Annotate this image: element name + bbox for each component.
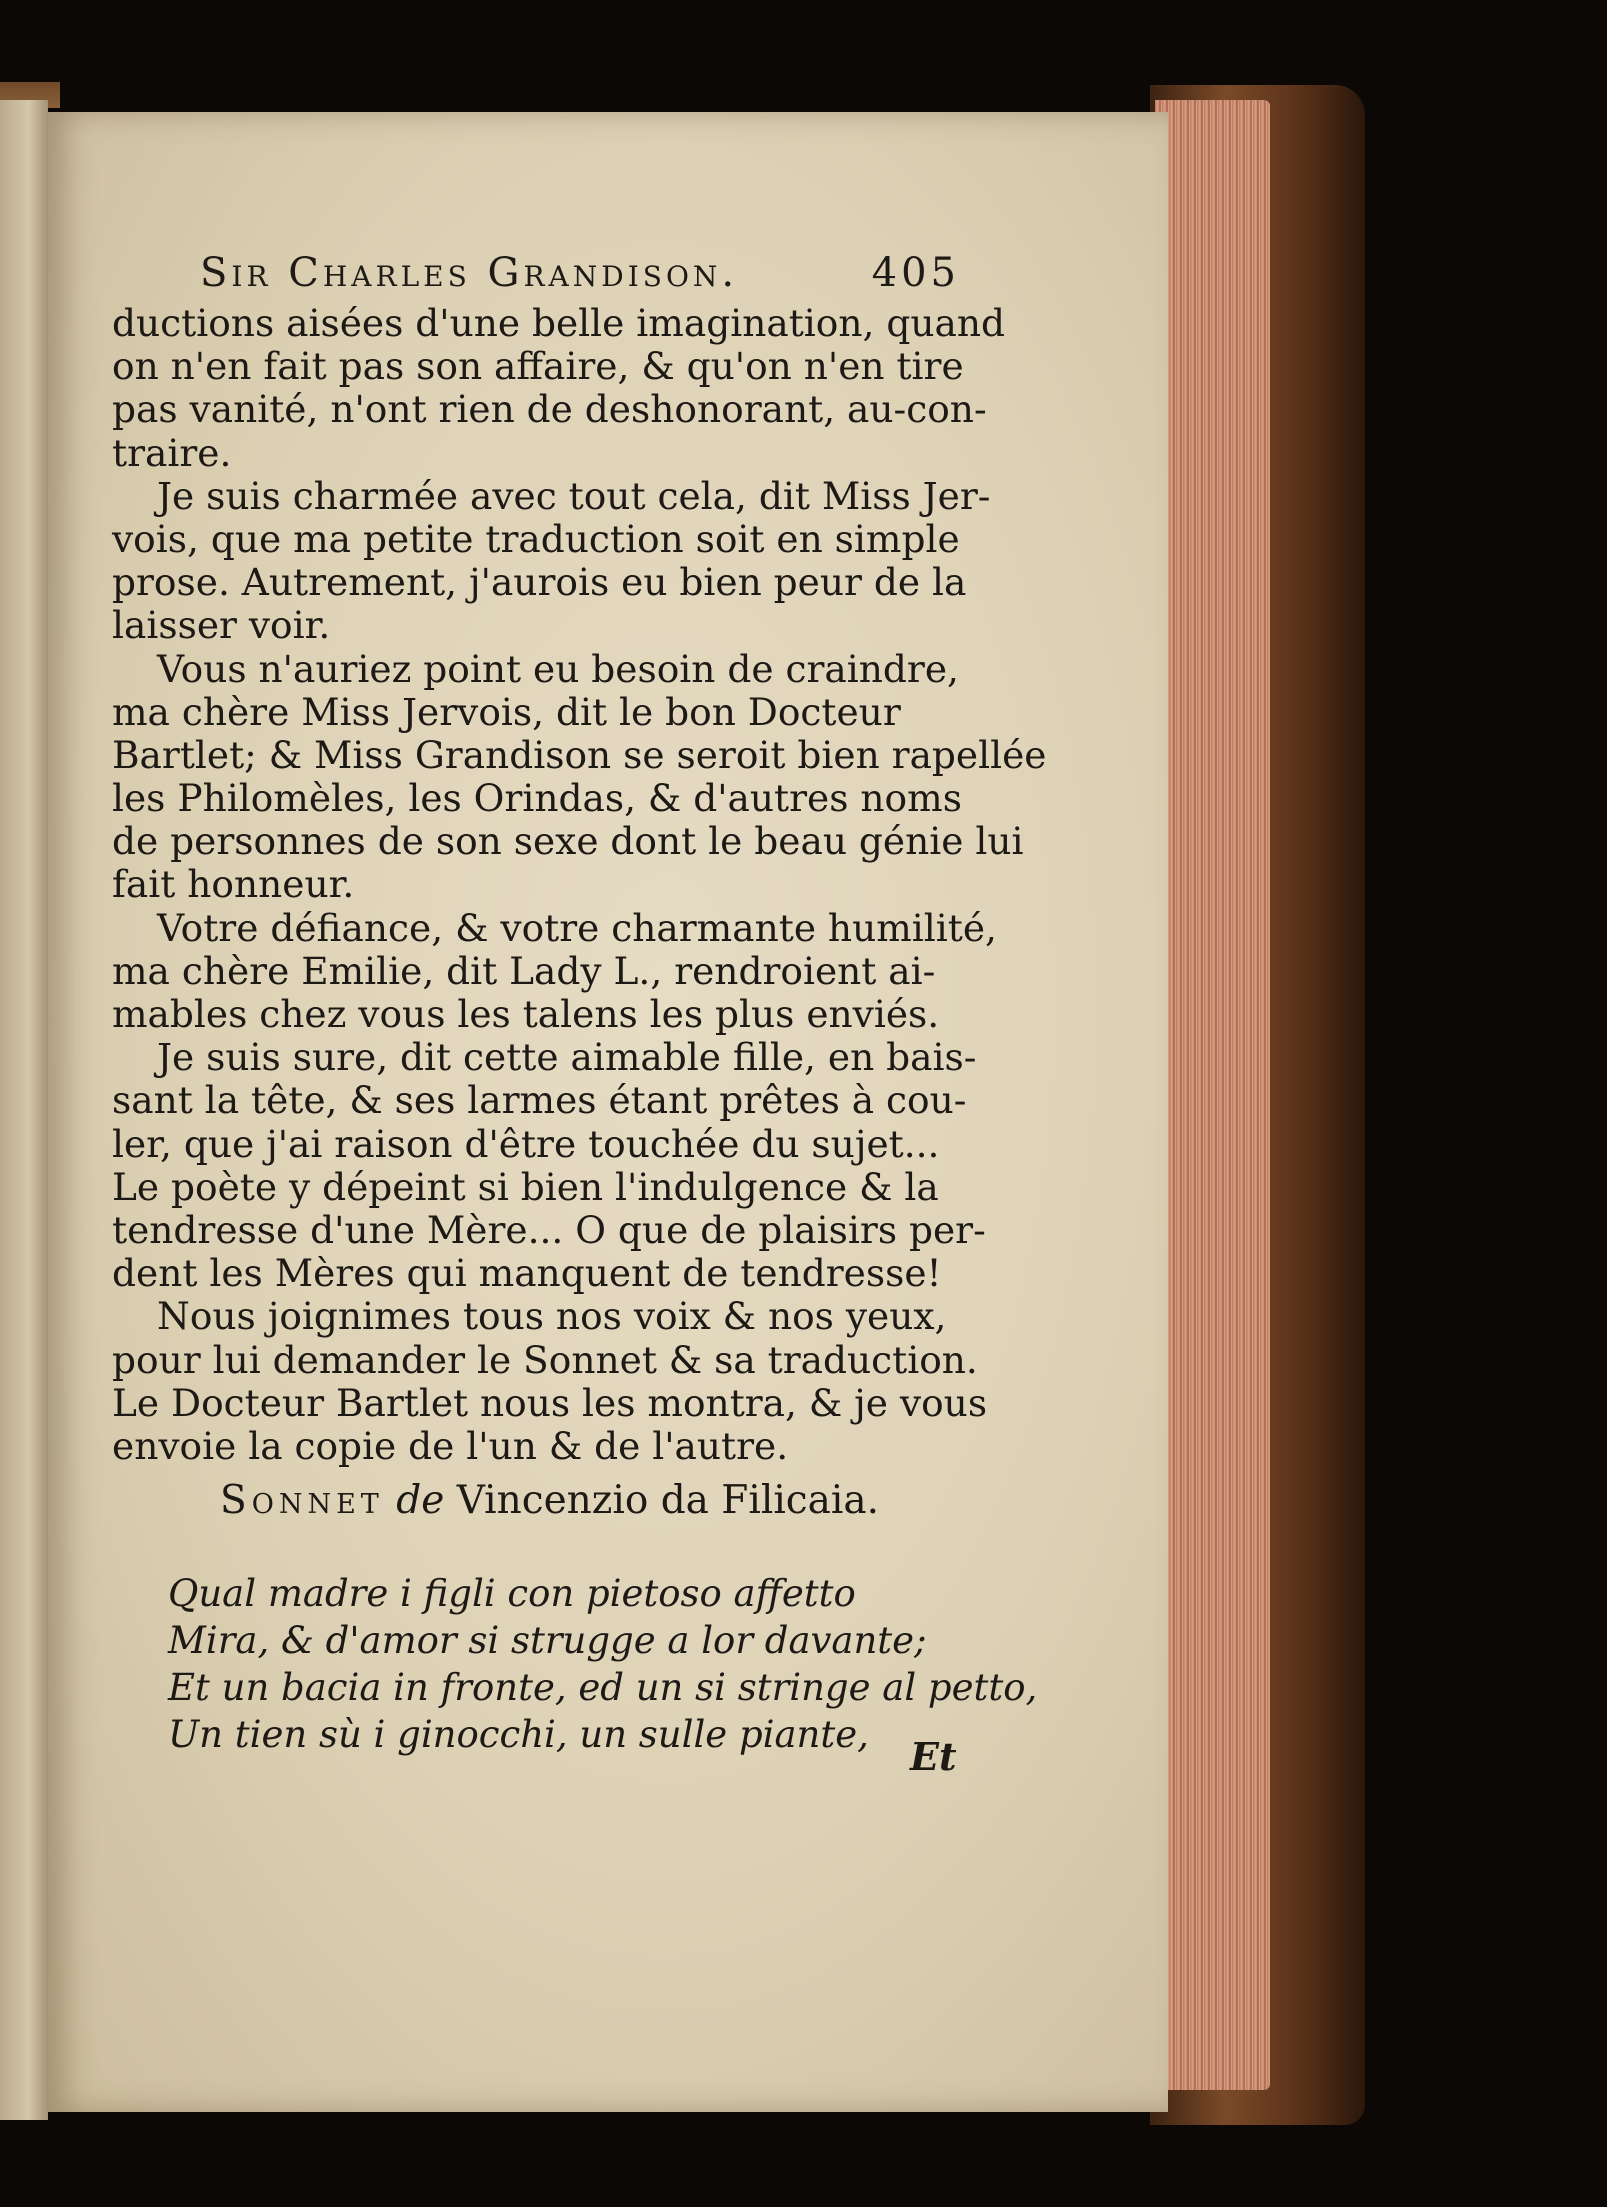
text-line: de personnes de son sexe dont le beau génie lui <box>112 819 1024 864</box>
text-line: traire. <box>112 430 232 475</box>
poem-line: Et un bacia in fronte, ed un si stringe al petto, <box>168 1666 1038 1709</box>
sonnet-word: Sonnet <box>220 1478 384 1523</box>
text-line: Le poète y dépeint si bien l'indulgence & la <box>112 1164 939 1209</box>
text-line: ma chère Emilie, dit Lady L., rendroient ai- <box>112 948 936 993</box>
text-line: fait honneur. <box>112 862 355 907</box>
text-line: Je suis charmée avec tout cela, dit Miss Jer- <box>157 473 991 518</box>
page-number: 405 <box>871 250 960 296</box>
text-line: pas vanité, n'ont rien de deshonorant, au-con- <box>112 387 987 432</box>
page-edges <box>1155 100 1270 2090</box>
sonnet-heading <box>220 1478 920 1523</box>
text-line: laisser voir. <box>112 603 331 648</box>
poem-line: Qual madre i figli con pietoso affetto <box>168 1572 856 1615</box>
text-line: les Philomèles, les Orindas, & d'autres noms <box>112 776 962 821</box>
text-line: envoie la copie de l'un & de l'autre. <box>112 1423 789 1468</box>
text-line: Bartlet; & Miss Grandison se seroit bien rapellée <box>112 732 1047 777</box>
text-line: Nous joignimes tous nos voix & nos yeux, <box>157 1294 947 1339</box>
text-line: on n'en fait pas son affaire, & qu'on n'en tire <box>112 344 964 389</box>
sonnet-author: Vincenzio da Filicaia. <box>456 1478 880 1523</box>
text-line: ductions aisées d'une belle imagination, quand <box>112 301 1006 345</box>
facing-page-edge <box>0 100 48 2120</box>
text-line: dent les Mères qui manquent de tendresse! <box>112 1251 942 1296</box>
text-line: pour lui demander le Sonnet & sa traduction. <box>112 1337 978 1382</box>
text-line: prose. Autrement, j'aurois eu bien peur de la <box>112 560 967 605</box>
text-line: sant la tête, & ses larmes étant prêtes à cou- <box>112 1078 967 1123</box>
catchword: Et <box>910 1734 957 1779</box>
running-title: Sir Charles Grandison. <box>200 250 739 296</box>
text-line: mables chez vous les talens les plus enviés. <box>112 992 940 1036</box>
poem <box>168 1570 1038 1758</box>
text-line: tendresse d'une Mère... O que de plaisirs per- <box>112 1207 986 1252</box>
text-line: ler, que j'ai raison d'être touchée du sujet... <box>112 1121 940 1166</box>
text-line: Le Docteur Bartlet nous les montra, & je vous <box>112 1380 988 1425</box>
running-header <box>200 250 960 296</box>
sonnet-de: de <box>396 1478 445 1523</box>
body-text <box>112 301 1047 1468</box>
poem-line: Un tien sù i ginocchi, un sulle piante, <box>168 1713 869 1756</box>
text-line: Vous n'auriez point eu besoin de craindre, <box>157 646 959 691</box>
poem-line: Mira, & d'amor si strugge a lor davante; <box>168 1619 927 1662</box>
text-line: Votre défiance, & votre charmante humilité, <box>157 905 997 950</box>
text-line: ma chère Miss Jervois, dit le bon Docteur <box>112 689 901 734</box>
text-line: Je suis sure, dit cette aimable fille, en bais- <box>157 1035 977 1080</box>
text-line: vois, que ma petite traduction soit en simple <box>112 516 960 561</box>
